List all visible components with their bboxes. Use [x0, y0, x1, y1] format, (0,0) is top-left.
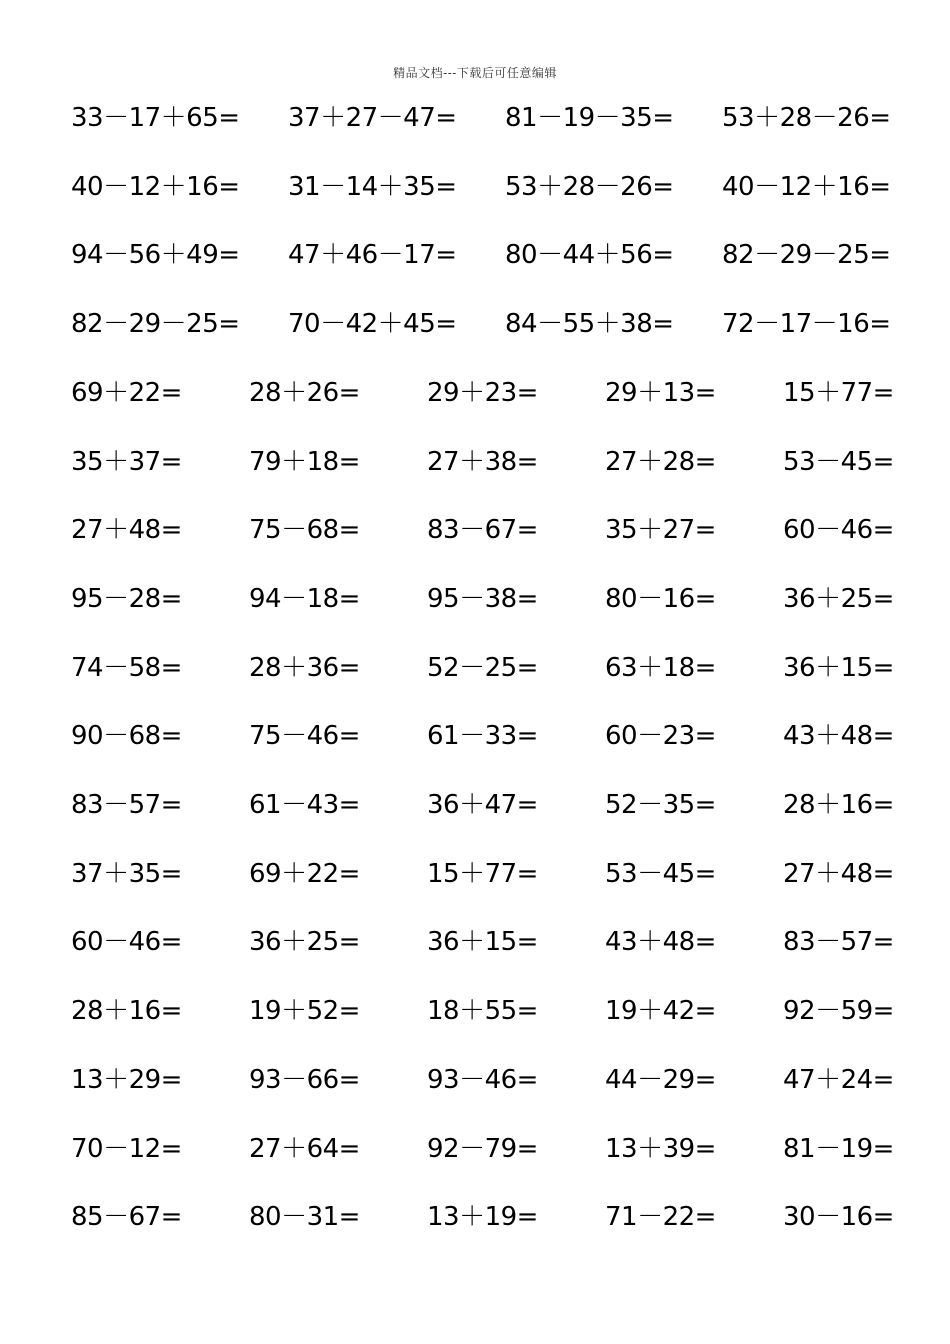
- math-problem: 13＋19=: [427, 1202, 538, 1232]
- math-problem: 70－12=: [71, 1134, 182, 1164]
- math-problem: 61－33=: [427, 721, 538, 751]
- math-problem: 28＋16=: [71, 996, 182, 1026]
- math-problem: 63＋18=: [605, 653, 716, 683]
- math-problem: 92－79=: [427, 1134, 538, 1164]
- math-problem: 44－29=: [605, 1065, 716, 1095]
- two_term_rows-row: [0, 510, 950, 550]
- math-problem: 36＋47=: [427, 790, 538, 820]
- math-problem: 30－16=: [783, 1202, 894, 1232]
- math-problem: 35＋37=: [71, 447, 182, 477]
- math-problem: 93－46=: [427, 1065, 538, 1095]
- math-problem: 29＋13=: [605, 378, 716, 408]
- three_term_rows-row: [0, 304, 950, 344]
- math-problem: 40－12＋16=: [722, 172, 891, 202]
- math-problem: 79＋18=: [249, 447, 360, 477]
- two_term_rows-row: [0, 854, 950, 894]
- math-problem: 75－68=: [249, 515, 360, 545]
- math-problem: 81－19－35=: [505, 103, 674, 133]
- math-problem: 15＋77=: [427, 859, 538, 889]
- math-problem: 36＋25=: [249, 927, 360, 957]
- math-problem: 80－16=: [605, 584, 716, 614]
- math-problem: 19＋52=: [249, 996, 360, 1026]
- math-problem: 29＋23=: [427, 378, 538, 408]
- math-problem: 28＋16=: [783, 790, 894, 820]
- math-problem: 60－23=: [605, 721, 716, 751]
- three_term_rows-row: [0, 98, 950, 138]
- page-header: 精品文档---下载后可任意编辑: [393, 66, 557, 80]
- math-problem: 52－35=: [605, 790, 716, 820]
- math-problem: 53＋28－26=: [505, 172, 674, 202]
- math-problem: 36＋15=: [427, 927, 538, 957]
- math-problem: 19＋42=: [605, 996, 716, 1026]
- math-problem: 92－59=: [783, 996, 894, 1026]
- math-problem: 28＋26=: [249, 378, 360, 408]
- math-problem: 28＋36=: [249, 653, 360, 683]
- math-problem: 18＋55=: [427, 996, 538, 1026]
- math-problem: 52－25=: [427, 653, 538, 683]
- math-problem: 31－14＋35=: [288, 172, 457, 202]
- math-problem: 83－57=: [71, 790, 182, 820]
- math-problem: 70－42＋45=: [288, 309, 457, 339]
- math-problem: 60－46=: [71, 927, 182, 957]
- math-problem: 69＋22=: [249, 859, 360, 889]
- three_term_rows-row: [0, 235, 950, 275]
- math-problem: 80－44＋56=: [505, 240, 674, 270]
- math-problem: 13＋29=: [71, 1065, 182, 1095]
- two_term_rows-row: [0, 1197, 950, 1237]
- math-problem: 40－12＋16=: [71, 172, 240, 202]
- math-problem: 82－29－25=: [71, 309, 240, 339]
- math-problem: 60－46=: [783, 515, 894, 545]
- math-problem: 93－66=: [249, 1065, 360, 1095]
- math-problem: 83－57=: [783, 927, 894, 957]
- math-problem: 82－29－25=: [722, 240, 891, 270]
- two_term_rows-row: [0, 922, 950, 962]
- math-problem: 33－17＋65=: [71, 103, 240, 133]
- math-problem: 90－68=: [71, 721, 182, 751]
- two_term_rows-row: [0, 579, 950, 619]
- math-problem: 36＋25=: [783, 584, 894, 614]
- math-problem: 53＋28－26=: [722, 103, 891, 133]
- math-problem: 95－38=: [427, 584, 538, 614]
- two_term_rows-row: [0, 1129, 950, 1169]
- math-problem: 47＋46－17=: [288, 240, 457, 270]
- math-problem: 83－67=: [427, 515, 538, 545]
- math-problem: 61－43=: [249, 790, 360, 820]
- two_term_rows-row: [0, 648, 950, 688]
- two_term_rows-row: [0, 991, 950, 1031]
- math-problem: 27＋28=: [605, 447, 716, 477]
- math-problem: 94－18=: [249, 584, 360, 614]
- math-problem: 35＋27=: [605, 515, 716, 545]
- math-problem: 27＋48=: [783, 859, 894, 889]
- math-problem: 36＋15=: [783, 653, 894, 683]
- math-problem: 80－31=: [249, 1202, 360, 1232]
- math-problem: 37＋27－47=: [288, 103, 457, 133]
- math-problem: 47＋24=: [783, 1065, 894, 1095]
- math-problem: 84－55＋38=: [505, 309, 674, 339]
- math-problem: 71－22=: [605, 1202, 716, 1232]
- math-problem: 75－46=: [249, 721, 360, 751]
- three_term_rows-row: [0, 167, 950, 207]
- two_term_rows-row: [0, 785, 950, 825]
- math-problem: 72－17－16=: [722, 309, 891, 339]
- math-problem: 81－19=: [783, 1134, 894, 1164]
- math-problem: 43＋48=: [605, 927, 716, 957]
- math-problem: 43＋48=: [783, 721, 894, 751]
- two_term_rows-row: [0, 373, 950, 413]
- math-problem: 27＋38=: [427, 447, 538, 477]
- math-problem: 69＋22=: [71, 378, 182, 408]
- math-problem: 15＋77=: [783, 378, 894, 408]
- math-problem: 27＋48=: [71, 515, 182, 545]
- math-problem: 95－28=: [71, 584, 182, 614]
- math-problem: 27＋64=: [249, 1134, 360, 1164]
- two_term_rows-row: [0, 716, 950, 756]
- math-problem: 37＋35=: [71, 859, 182, 889]
- two_term_rows-row: [0, 1060, 950, 1100]
- two_term_rows-row: [0, 442, 950, 482]
- math-problem: 94－56＋49=: [71, 240, 240, 270]
- math-problem: 53－45=: [605, 859, 716, 889]
- math-problem: 13＋39=: [605, 1134, 716, 1164]
- math-problem: 85－67=: [71, 1202, 182, 1232]
- math-problem: 53－45=: [783, 447, 894, 477]
- math-problem: 74－58=: [71, 653, 182, 683]
